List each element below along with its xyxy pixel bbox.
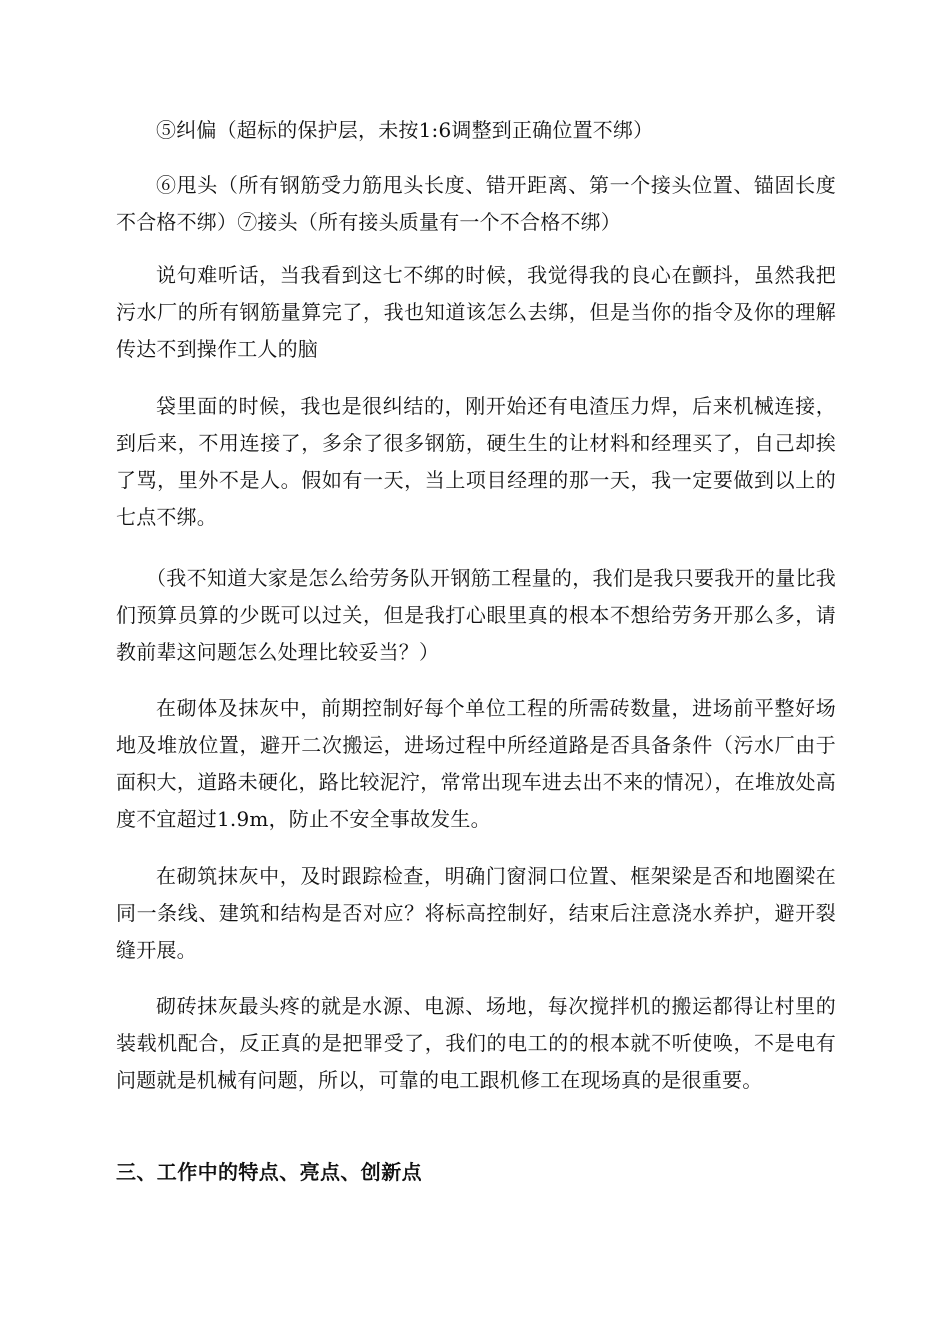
paragraph-masonry-prep: 在砌体及抹灰中，前期控制好每个单位工程的所需砖数量，进场前平整好场地及堆放位置，避开二次搬运，进场过程中所经道路是否具备条件（污水厂由于面积大，道路未硬化，路比较泥泞，常常出现车进去出不来的情况），在堆放处高度不宜超过1.9m，防止不安全事故发生。: [116, 696, 836, 831]
section-heading: 三、工作中的特点、亮点、创新点: [116, 1160, 422, 1184]
paragraph-question: （我不知道大家是怎么给劳务队开钢筋工程量的，我们是我只要我开的量比我们预算员算的少既可以过关，但是我打心眼里真的根本不想给劳务开那么多，请教前辈这问题怎么处理比较妥当？）: [116, 566, 836, 664]
paragraph-masonry-difficulty: 砌砖抹灰最头疼的就是水源、电源、场地，每次搅拌机的搬运都得让村里的装载机配合，反正真的是把罪受了，我们的电工的的根本就不听使唤，不是电有问题就是机械有问题，所以，可靠的电工跟机修工在现场真的是很重要。: [116, 994, 836, 1092]
paragraph-correction: ⑤纠偏（超标的保护层，未按1:6调整到正确位置不绑）: [156, 118, 654, 142]
paragraph-overhang-joint: ⑥甩头（所有钢筋受力筋甩头长度、错开距离、第一个接头位置、锚固长度不合格不绑）⑦接头（所有接头质量有一个不合格不绑）: [116, 173, 836, 234]
paragraph-struggle: 袋里面的时候，我也是很纠结的，刚开始还有电渣压力焊，后来机械连接，到后来，不用连接了，多余了很多钢筋，硬生生的让材料和经理买了，自己却挨了骂，里外不是人。假如有一天，当上项目经理的那一天，我一定要做到以上的七点不绑。: [116, 394, 836, 529]
paragraph-masonry-check: 在砌筑抹灰中，及时跟踪检查，明确门窗洞口位置、框架梁是否和地圈梁在同一条线、建筑和结构是否对应？将标高控制好，结束后注意浇水养护，避开裂缝开展。: [116, 864, 836, 962]
paragraph-conscience: 说句难听话，当我看到这七不绑的时候，我觉得我的良心在颤抖，虽然我把污水厂的所有钢筋量算完了，我也知道该怎么去绑，但是当你的指令及你的理解传达不到操作工人的脑: [116, 263, 836, 361]
